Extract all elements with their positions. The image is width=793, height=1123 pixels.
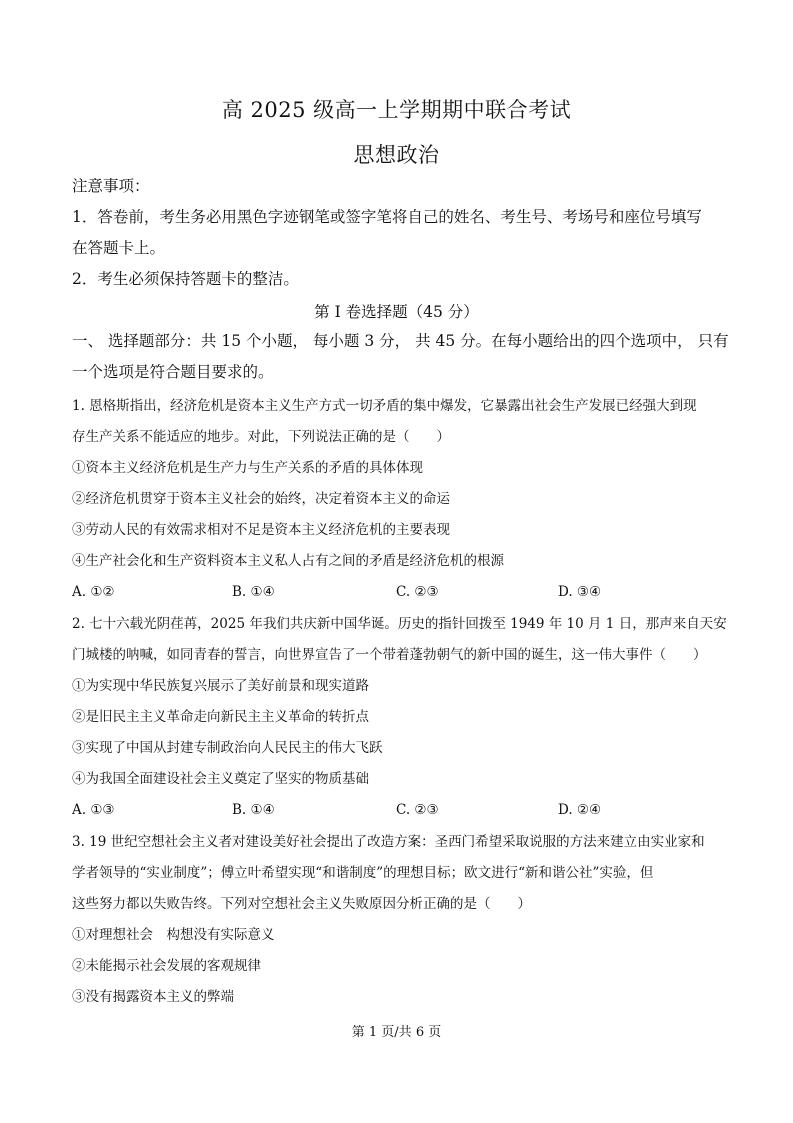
section-intro [72, 326, 732, 388]
answer-options [72, 577, 732, 608]
statement: ②未能揭示社会发展的客观规律 [72, 958, 261, 974]
option-a[interactable]: A. ①③ [72, 802, 115, 818]
notice-item-1-line-2: 在答题卡上。 [72, 239, 166, 257]
notice-block [72, 171, 732, 295]
statement: ①为实现中华民族复兴展示了美好前景和现实道路 [72, 678, 369, 694]
section-title: 第 I 卷选择题（45 分） [314, 303, 479, 321]
statement: ③劳动人民的有效需求相对不足是资本主义经济危机的主要表现 [72, 522, 450, 538]
option-a[interactable]: A. ①② [72, 584, 115, 600]
question-stem-line: 2. 七十六载光阴荏苒，2025 年我们共庆新中国华诞。历史的指针回拨至 1949 年 10 月 1 日，那声来自天安 [72, 616, 727, 632]
notice-item-2: 2．考生必须保持答题卡的整洁。 [72, 270, 299, 288]
exam-title: 高 2025 级高一上学期期中联合考试 [221, 98, 572, 122]
question-3 [72, 827, 732, 1013]
statement: ①资本主义经济危机是生产力与生产关系的矛盾的具体体现 [72, 460, 423, 476]
statement: ②是旧民主主义革命走向新民主主义革命的转折点 [72, 709, 369, 725]
statement: ②经济危机贯穿于资本主义社会的始终，决定着资本主义的命运 [72, 491, 450, 507]
statement: ③实现了中国从封建专制政治向人民民主的伟大飞跃 [72, 740, 383, 756]
subject-title: 思想政治 [353, 143, 440, 167]
option-b[interactable]: B. ①④ [232, 802, 275, 818]
statement: ①对理想社会 构想没有实际意义 [72, 927, 275, 943]
question-stem-line: 3. 19 世纪空想社会主义者对建设美好社会提出了改造方案：圣西门希望采取说服的方法来建立由实业家和 [72, 834, 705, 850]
section-intro-line-1: 一、 选择题部分：共 15 个小题， 每小题 3 分， 共 45 分。在每小题给出的四个选项中， 只有 [72, 332, 729, 350]
page-number: 第 1 页/共 6 页 [351, 1025, 442, 1040]
notice-item-1-line-1: 1．答卷前，考生务必用黑色字迹钢笔或签字笔将自己的姓名、考生号、考场号和座位号填写 [72, 208, 702, 226]
statement: ④为我国全面建设社会主义奠定了坚实的物质基础 [72, 771, 369, 787]
question-stem-line: 学者领导的“实业制度”；傅立叶希望实现“和谐制度”的理想目标；欧文进行“新和谐公社”实验，但 [72, 865, 654, 881]
section-intro-line-2: 一个选项是符合题目要求的。 [72, 363, 274, 381]
notice-heading: 注意事项： [72, 177, 150, 195]
statement: ③没有揭露资本主义的弊端 [72, 989, 234, 1005]
question-stem-line: 1. 恩格斯指出，经济危机是资本主义生产方式一切矛盾的集中爆发，它暴露出社会生产发展已经强大到现 [72, 398, 697, 414]
option-c[interactable]: C. ②③ [396, 584, 439, 600]
option-d[interactable]: D. ③④ [558, 584, 602, 600]
answer-options [72, 795, 732, 826]
option-b[interactable]: B. ①④ [232, 584, 275, 600]
option-c[interactable]: C. ②③ [396, 802, 439, 818]
statement: ④生产社会化和生产资料资本主义私人占有之间的矛盾是经济危机的根源 [72, 553, 504, 569]
question-stem-line: 存生产关系不能适应的地步。对此，下列说法正确的是（ ） [72, 429, 450, 445]
question-2 [72, 609, 732, 826]
question-1 [72, 391, 732, 608]
option-d[interactable]: D. ②④ [558, 802, 602, 818]
question-stem-line: 这些努力都以失败告终。下列对空想社会主义失败原因分析正确的是（ ） [72, 896, 531, 912]
question-stem-line: 门城楼的呐喊，如同青春的誓言，向世界宣告了一个带着蓬勃朝气的新中国的诞生，这一伟大事件（ ） [72, 647, 707, 663]
